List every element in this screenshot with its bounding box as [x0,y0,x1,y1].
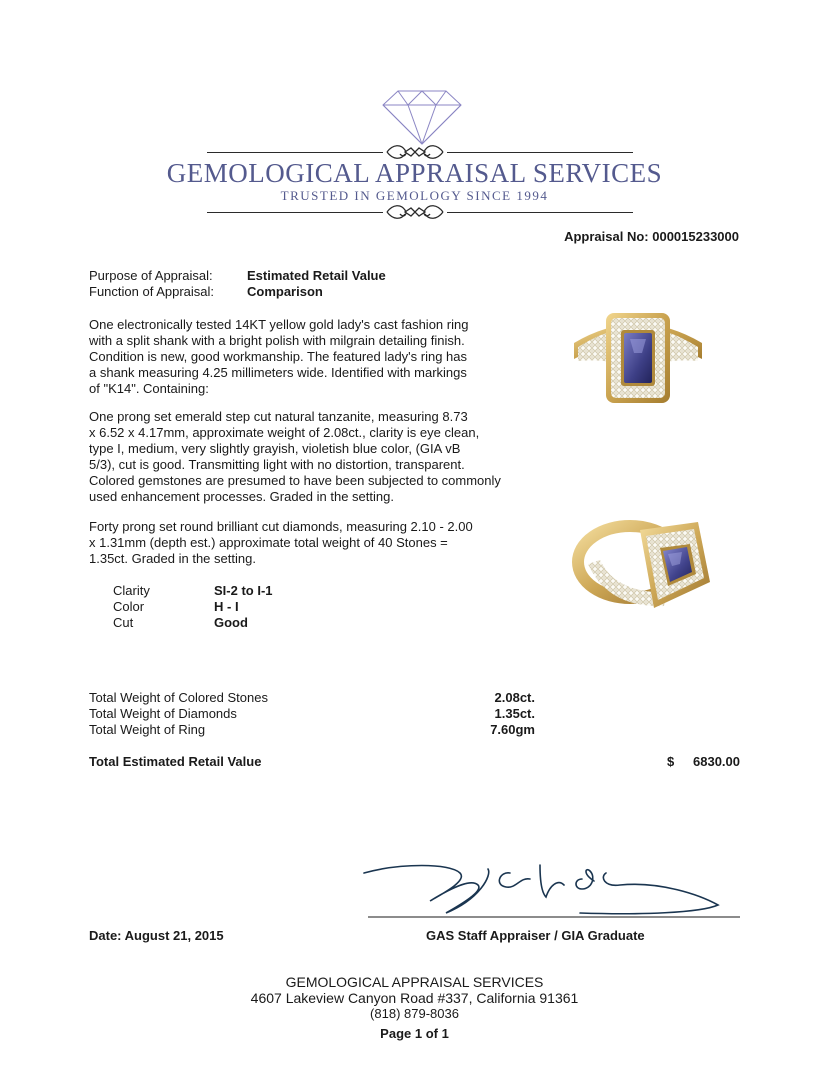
grade-value-clarity: SI-2 to I-1 [214,583,273,598]
logo-rule-top-left [207,152,383,153]
footer-address: 4607 Lakeview Canyon Road #337, California 91361 [250,990,579,1006]
text-line: of "K14". Containing: [89,381,209,396]
text-line: One electronically tested 14KT yellow gold lady's cast fashion ring [89,317,469,332]
total-value-colored-stones: 2.08ct. [494,690,535,705]
appraiser-signature [360,855,745,925]
page-number: Page 1 of 1 [380,1026,449,1041]
text-line: One prong set emerald step cut natural tanzanite, measuring 8.73 [89,409,468,424]
total-label-diamonds: Total Weight of Diamonds [89,706,237,721]
text-line: Forty prong set round brilliant cut diamonds, measuring 2.10 - 2.00 [89,519,473,534]
retail-value: 6830.00 [693,754,740,769]
diamond-logo-icon [380,88,464,146]
text-line: with a split shank with a bright polish with milgrain detailing finish. [89,333,465,348]
appraisal-number-label: Appraisal No: [564,229,649,244]
purpose-value: Estimated Retail Value [247,268,386,283]
grade-label-clarity: Clarity [113,583,150,598]
company-logo-title: GEMOLOGICAL APPRAISAL SERVICES [166,158,663,188]
total-label-ring: Total Weight of Ring [89,722,206,737]
appraisal-number-value: 000015233000 [652,229,739,244]
text-line: a shank measuring 4.25 millimeters wide. Identified with markings [89,365,467,380]
grade-label-color: Color [113,599,145,614]
text-line: 1.35ct. Graded in the setting. [89,551,256,566]
text-line: 5/3), cut is good. Transmitting light with no distortion, transparent. [89,457,465,472]
ring-photo-front [568,303,708,411]
function-label: Function of Appraisal: [89,284,215,299]
diamonds-description [89,519,529,567]
purpose-label: Purpose of Appraisal: [89,268,213,283]
text-line: used enhancement processes. Graded in the setting. [89,489,394,504]
text-line: x 6.52 x 4.17mm, approximate weight of 2.08ct., clarity is eye clean, [89,425,480,440]
logo-rule-bottom-left [207,212,383,213]
scroll-ornament-bottom-icon [383,202,447,222]
retail-value-label: Total Estimated Retail Value [89,754,262,769]
logo-rule-bottom-right [447,212,633,213]
appraisal-number [564,229,739,244]
ring-photo-angled [568,512,718,624]
ring-description [89,317,529,397]
text-line: x 1.31mm (depth est.) approximate total weight of 40 Stones = [89,535,448,550]
total-value-ring: 7.60gm [490,722,535,737]
text-line: Condition is new, good workmanship. The featured lady's ring has [89,349,468,364]
total-label-colored-stones: Total Weight of Colored Stones [89,690,268,705]
grade-value-cut: Good [214,615,248,630]
grade-value-color: H - I [214,599,239,614]
text-line: type I, medium, very slightly grayish, violetish blue color, (GIA vB [89,441,461,456]
appraisal-date: Date: August 21, 2015 [89,928,224,943]
logo-rule-top-right [447,152,633,153]
retail-currency: $ [667,754,675,769]
text-line: Colored gemstones are presumed to have been subjected to commonly [89,473,501,488]
footer-company: GEMOLOGICAL APPRAISAL SERVICES [285,974,544,990]
footer-phone: (818) 879-8036 [370,1006,459,1021]
appraiser-title: GAS Staff Appraiser / GIA Graduate [426,928,645,943]
total-value-diamonds: 1.35ct. [494,706,535,721]
grade-label-cut: Cut [113,615,134,630]
company-tagline: TRUSTED IN GEMOLOGY SINCE 1994 [280,188,549,203]
tanzanite-description [89,409,529,505]
function-value: Comparison [247,284,323,299]
